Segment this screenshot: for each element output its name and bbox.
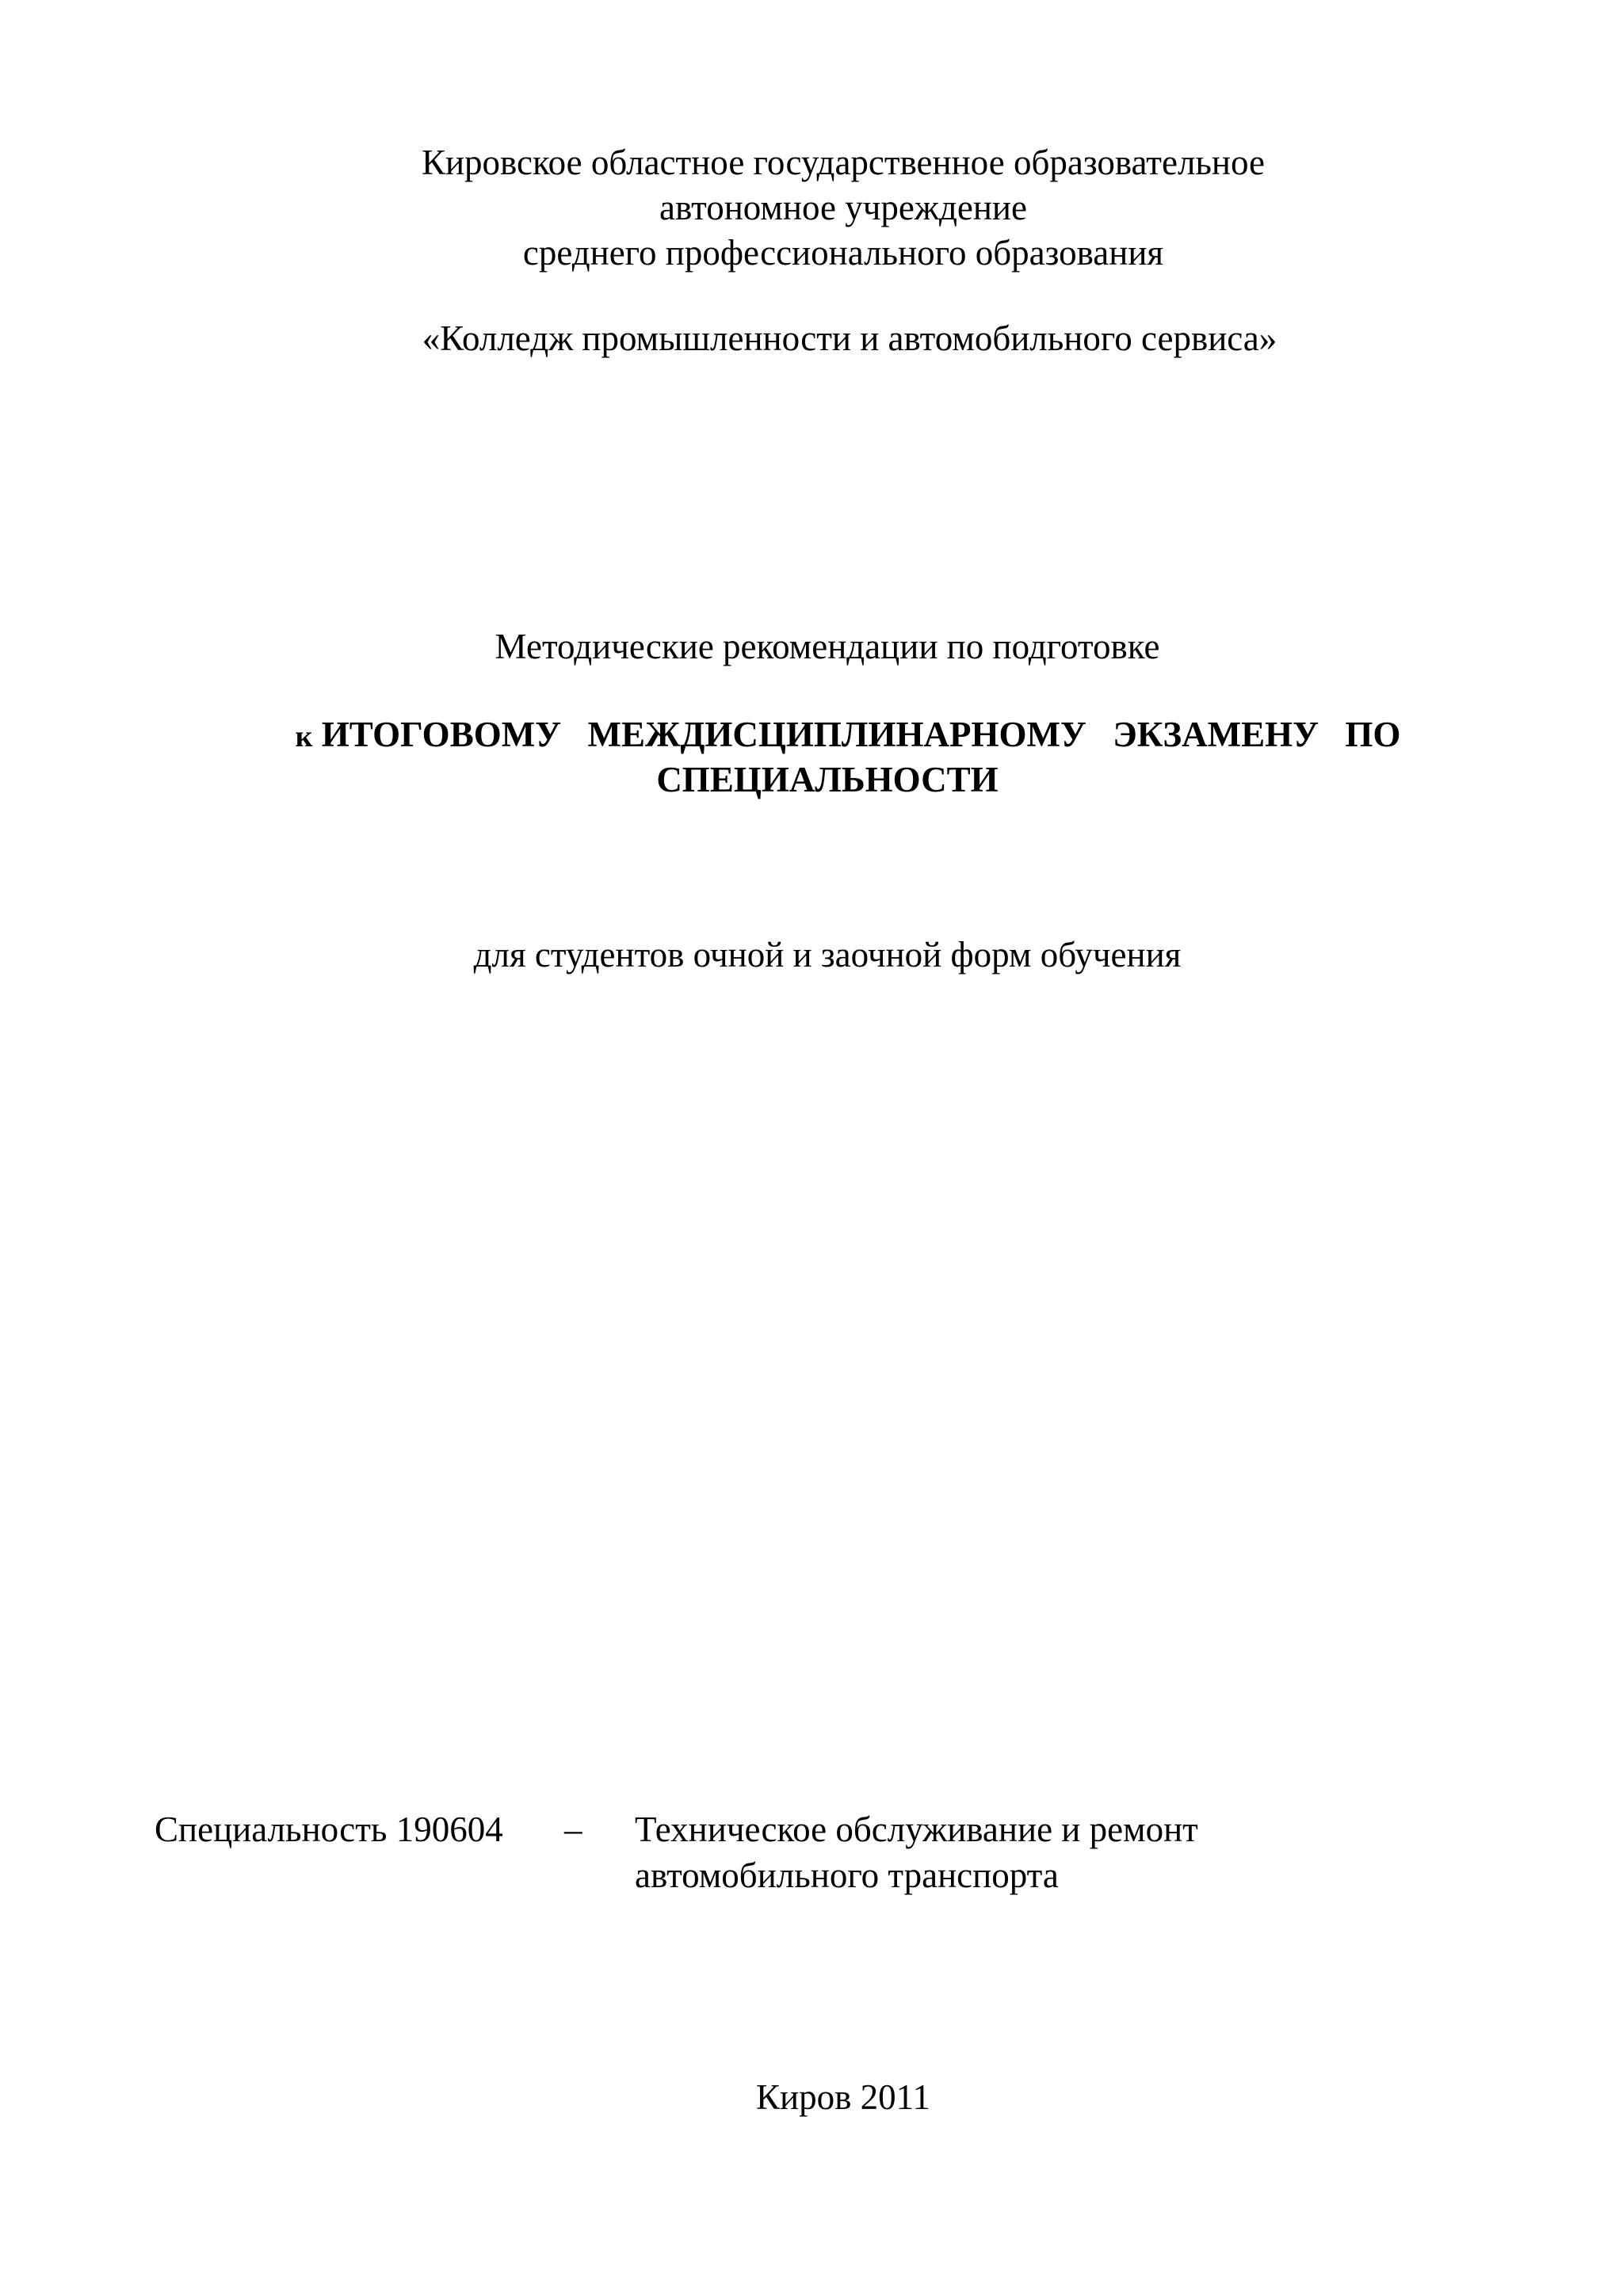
- specialty-label: Специальность 190604: [155, 1810, 503, 1849]
- document-subtitle: Методические рекомендации по подготовке: [495, 627, 1160, 666]
- exam-title-line-1: [36, 711, 1623, 760]
- exam-title-word: МЕЖДИСЦИПЛИНАРНОМУ: [587, 715, 1086, 754]
- institution-line: автономное учреждение: [659, 188, 1027, 227]
- specialty-description-line: автомобильного транспорта: [635, 1855, 1059, 1895]
- exam-title-word: ИТОГОВОМУ: [321, 715, 562, 754]
- institution-line: среднего профессионального образования: [522, 233, 1164, 273]
- audience-line: для студентов очной и заочной форм обучения: [473, 935, 1182, 974]
- college-name: «Колледж промышленности и автомобильного сервиса»: [422, 318, 1277, 358]
- specialty-description-line: Техническое обслуживание и ремонт: [635, 1810, 1198, 1849]
- exam-title-word: ПО: [1345, 715, 1401, 754]
- exam-title-word: ЭКЗАМЕНУ: [1113, 715, 1319, 754]
- specialty-dash: –: [564, 1810, 582, 1849]
- exam-title-prefix: к: [295, 720, 313, 753]
- institution-line: Кировское областное государственное образовательное: [421, 143, 1266, 182]
- exam-title-line-2: СПЕЦИАЛЬНОСТИ: [656, 760, 999, 799]
- city-year: Киров 2011: [756, 2077, 930, 2117]
